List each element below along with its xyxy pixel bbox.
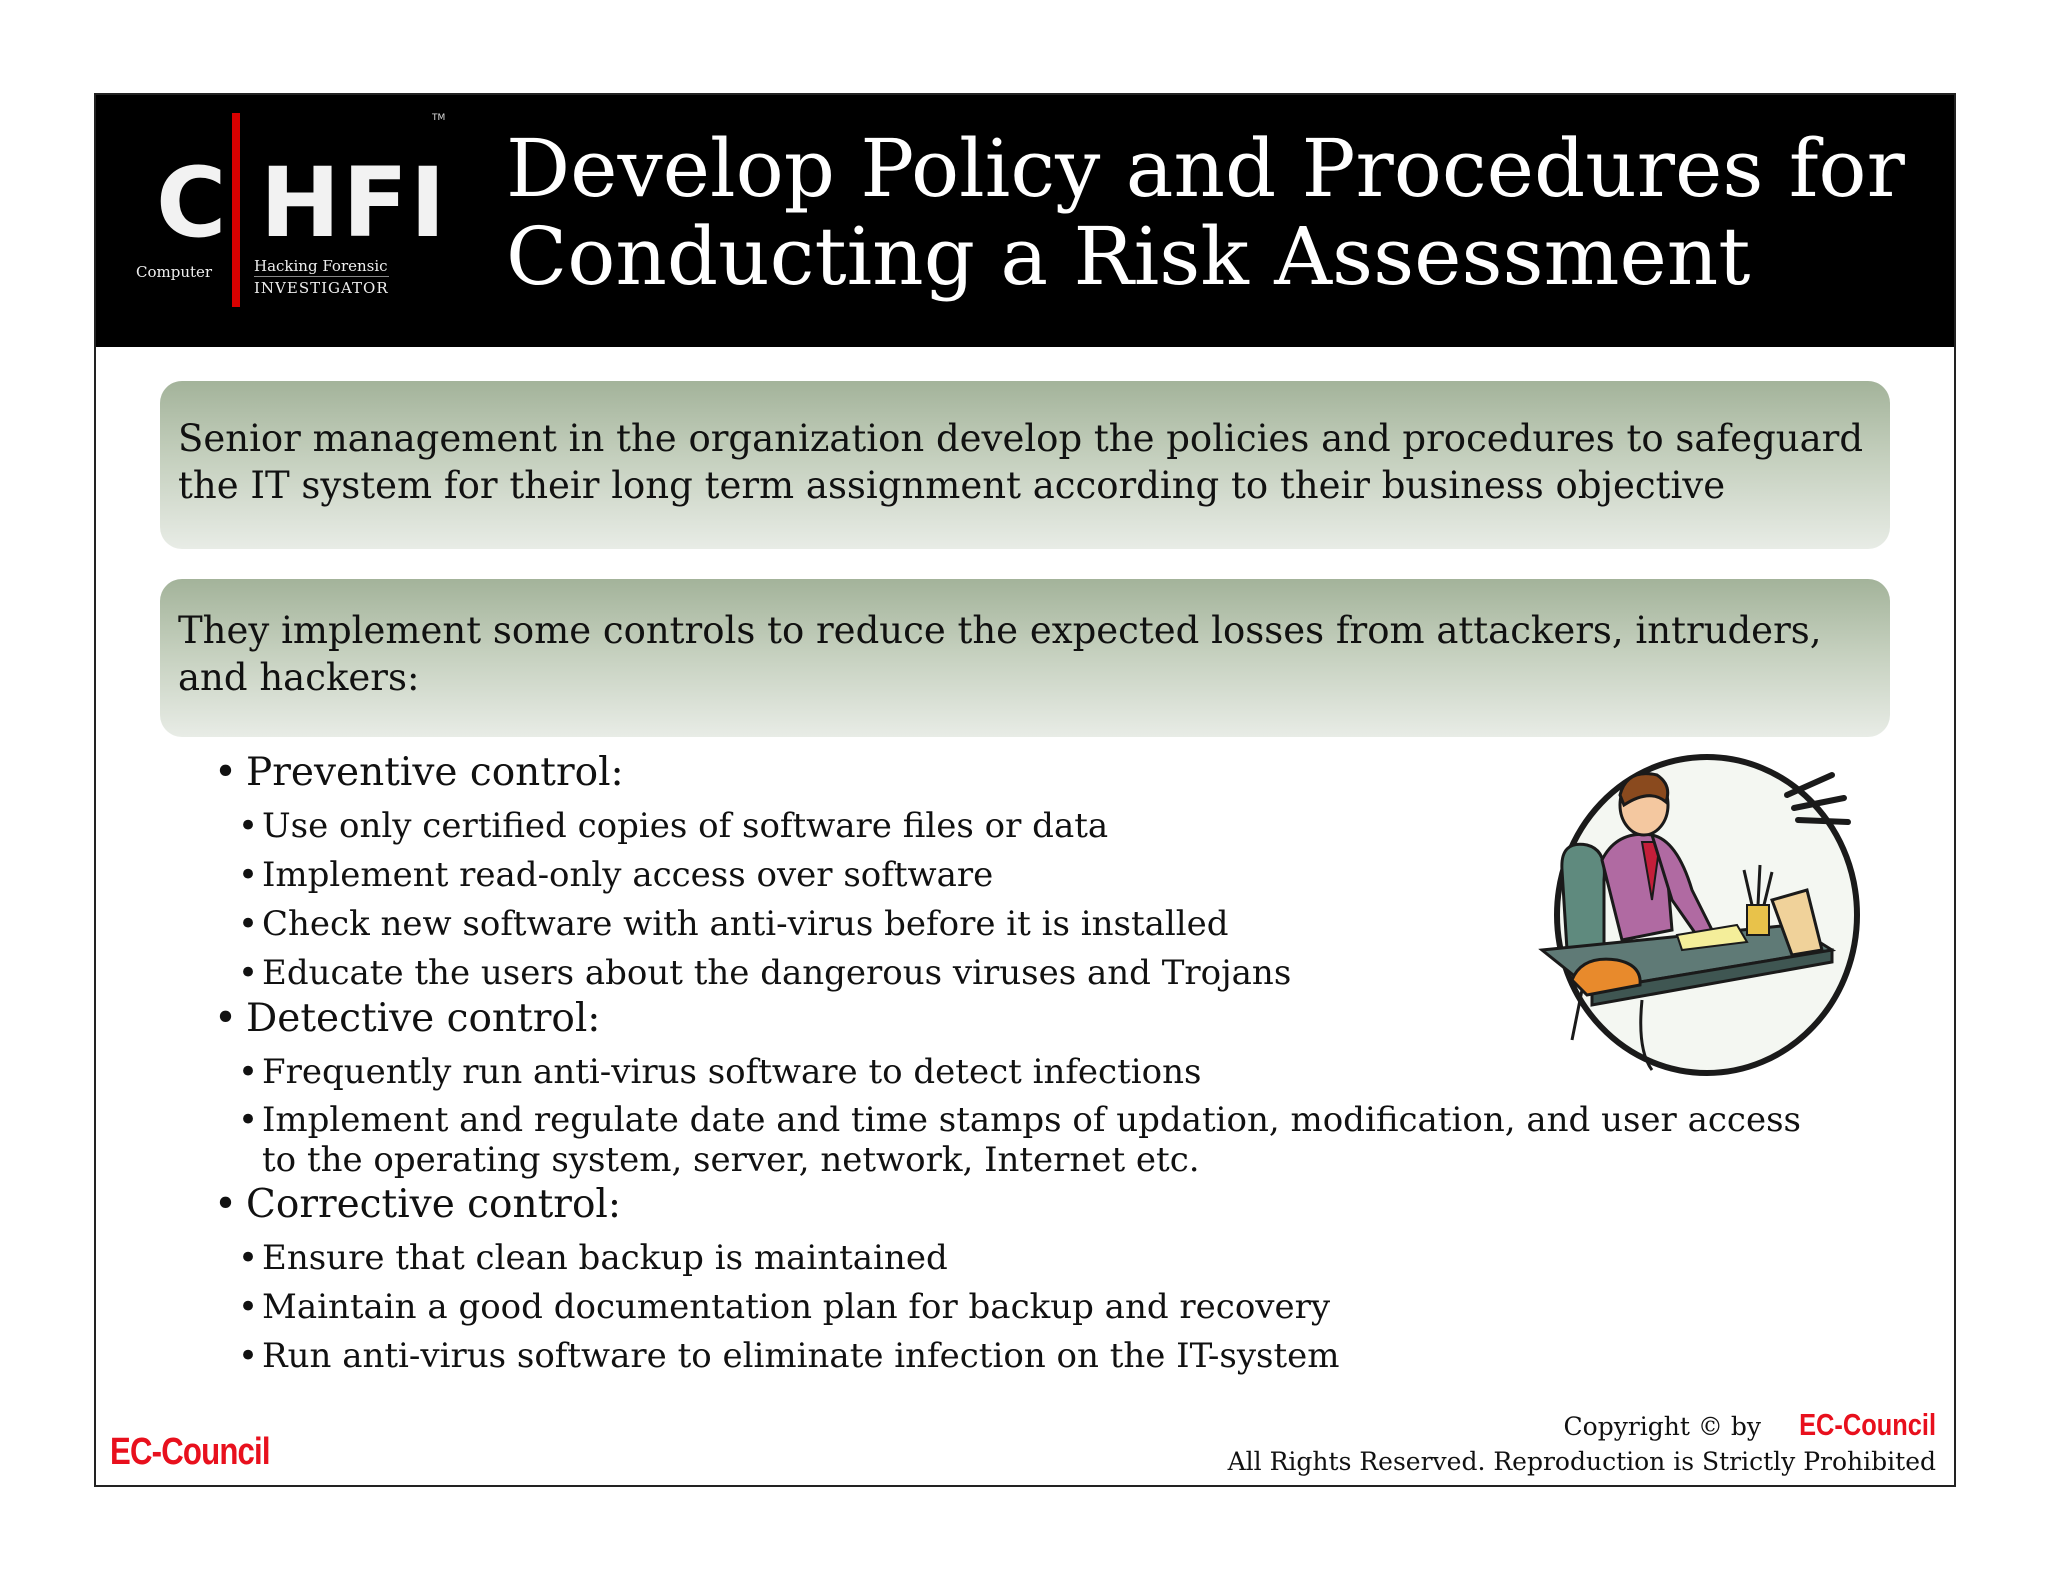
- logo-hacking-forensic-label: Hacking Forensic: [254, 257, 388, 275]
- list-item-text: Maintain a good documentation plan for backup and recovery: [262, 1287, 1331, 1327]
- control-category-corrective: [214, 1180, 1914, 1230]
- bullet: •: [238, 1238, 259, 1278]
- logo-computer-label: Computer: [136, 263, 213, 281]
- title-line-2: Conducting a Risk Assessment: [506, 210, 1751, 303]
- bullet: •: [238, 855, 259, 895]
- bullet: •: [238, 1287, 259, 1327]
- list-item-text: Educate the users about the dangerous viruses and Trojans: [262, 953, 1292, 993]
- ec-council-logo: EC-Council: [110, 1431, 270, 1473]
- info-box-management: Senior management in the organization develop the policies and procedures to safeguard the IT system for their long term assignment according to their business objective: [160, 381, 1890, 549]
- man-writing-at-desk-illustration: [1532, 750, 1862, 1090]
- logo-letter-c: C: [156, 147, 229, 259]
- list-item-text: Implement read-only access over software: [262, 855, 994, 895]
- bullet: •: [238, 1100, 259, 1140]
- bullet: •: [214, 750, 238, 795]
- logo-red-divider: [232, 113, 240, 307]
- copyright-brand: EC-Council: [1799, 1407, 1936, 1442]
- bullet: •: [214, 996, 238, 1041]
- logo-investigator-label: INVESTIGATOR: [254, 276, 389, 297]
- logo-letters-hfi: HFI: [260, 147, 448, 259]
- title-line-1: Develop Policy and Procedures for: [506, 122, 1905, 215]
- rights-reserved: All Rights Reserved. Reproduction is Strictly Prohibited: [1227, 1447, 1936, 1476]
- bullet: •: [238, 806, 259, 846]
- control-label: Corrective control:: [246, 1182, 622, 1227]
- list-item-text: Frequently run anti-virus software to detect infections: [262, 1052, 1202, 1092]
- logo-trademark: TM: [432, 113, 446, 123]
- bullet: •: [238, 904, 259, 944]
- list-item: [220, 1237, 1914, 1279]
- page-title: [506, 122, 1926, 303]
- control-label: Detective control:: [246, 996, 601, 1041]
- bullet: •: [238, 953, 259, 993]
- bullet: •: [238, 1052, 259, 1092]
- control-label: Preventive control:: [246, 750, 624, 795]
- copyright-prefix: Copyright © by: [1563, 1412, 1761, 1441]
- list-item: [220, 1100, 1812, 1180]
- list-item-text: Ensure that clean backup is maintained: [262, 1238, 948, 1278]
- list-item: [220, 1335, 1914, 1377]
- list-item-text: Implement and regulate date and time stamps of updation, modification, and user access to the operating system, server, network, Internet etc.: [262, 1100, 1801, 1180]
- info-box-controls: They implement some controls to reduce the expected losses from attackers, intruders, and hackers:: [160, 579, 1890, 737]
- list-item-text: Check new software with anti-virus before it is installed: [262, 904, 1229, 944]
- chfi-logo: [136, 113, 448, 323]
- slide: [94, 93, 1956, 1487]
- list-item-text: Run anti-virus software to eliminate infection on the IT-system: [262, 1336, 1340, 1376]
- list-item-text: Use only certified copies of software files or data: [262, 806, 1109, 846]
- list-item: [220, 1286, 1914, 1328]
- bullet: •: [238, 1336, 259, 1376]
- bullet: •: [214, 1182, 238, 1227]
- copyright-line: [1564, 1407, 1936, 1443]
- header-bar: [96, 95, 1954, 347]
